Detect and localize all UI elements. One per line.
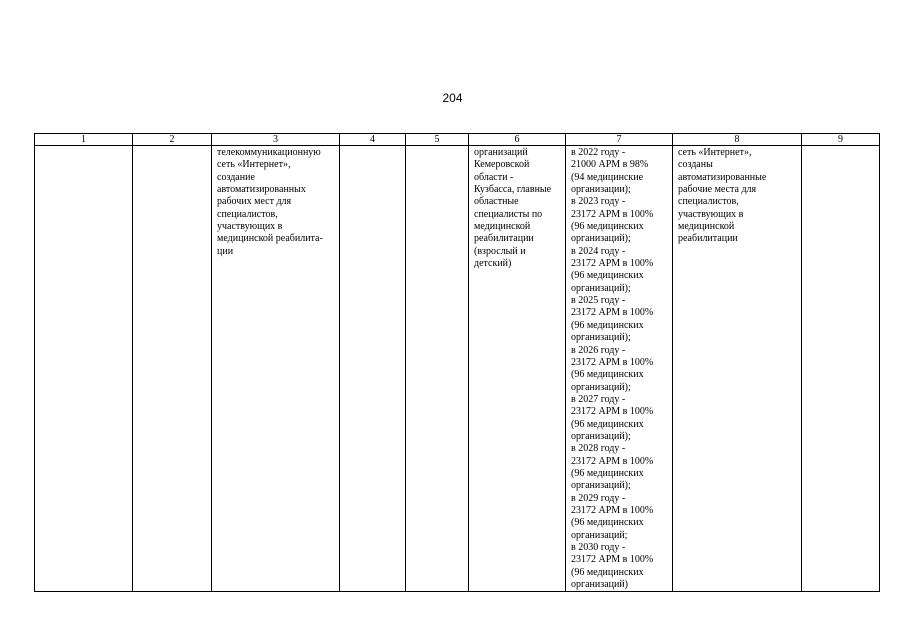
cell-text-line: 23172 АРМ в 100% (571, 504, 654, 516)
cell-text-line: (96 медицинских (571, 467, 644, 479)
cell-text-line: (96 медицинских (571, 319, 644, 331)
cell-text-line: реабилитации (474, 233, 534, 245)
cell-text-line: (96 медицинских (571, 270, 644, 282)
cell-col-3 (212, 146, 340, 592)
cell-text-line: в 2028 году - (571, 443, 626, 455)
cell-text-line: организаций); (571, 332, 631, 344)
cell-text-line: создание (217, 171, 255, 183)
cell-text-line: организаций); (571, 430, 631, 442)
cell-text-line: (96 медицинских (571, 418, 644, 430)
cell-text-line: реабилитации (678, 233, 738, 245)
cell-col-4 (340, 146, 406, 592)
cell-text-line: в 2025 году - (571, 295, 626, 307)
cell-text-line: (94 медицинские (571, 171, 644, 183)
cell-text-line: в 2029 году - (571, 492, 626, 504)
cell-text-line: созданы (678, 159, 713, 171)
cell-text-line: 23172 АРМ в 100% (571, 455, 654, 467)
cell-text-line: (взрослый и (474, 245, 526, 257)
cell-col-6 (469, 146, 566, 592)
cell-text-line: в 2030 году - (571, 542, 626, 553)
cell-text-line: Кузбасса, главные (474, 184, 552, 196)
cell-text-line: организаций (474, 147, 528, 158)
cell-text-line: в 2026 году - (571, 344, 626, 356)
table-row (35, 146, 880, 592)
cell-text-line: организаций); (571, 282, 631, 294)
cell-text-line: организаций); (571, 233, 631, 245)
column-header-3: 3 (212, 134, 340, 146)
column-header-6: 6 (469, 134, 566, 146)
cell-text-line: специалистов, (678, 196, 739, 208)
data-table (34, 133, 880, 592)
cell-text-line: телекоммуникационную (217, 147, 321, 158)
cell-text-line: (96 медицинских (571, 566, 644, 578)
cell-text-line: рабочие места для (678, 184, 757, 196)
cell-text-line: (96 медицинских (571, 221, 644, 233)
cell-text-line: автоматизированных (217, 184, 306, 196)
cell-text-line: участвующих в (678, 208, 744, 220)
cell-col-2 (133, 146, 212, 592)
cell-text-line: ции (217, 245, 234, 257)
cell-text-line: медицинской (474, 221, 531, 233)
cell-text-line: 23172 АРМ в 100% (571, 554, 654, 566)
cell-text-line: областные (474, 196, 519, 208)
cell-text-line: 21000 АРМ в 98% (571, 159, 649, 171)
column-header-7: 7 (566, 134, 673, 146)
cell-text-line: автоматизированные (678, 171, 767, 183)
column-header-4: 4 (340, 134, 406, 146)
cell-col-9 (802, 146, 880, 592)
cell-col-5 (406, 146, 469, 592)
cell-text-line: 23172 АРМ в 100% (571, 307, 654, 319)
cell-text-line: специалистов, (217, 208, 278, 220)
column-header-1: 1 (35, 134, 133, 146)
cell-text-line: области - (474, 171, 514, 183)
cell-text-line: детский) (474, 258, 512, 270)
cell-col-7 (566, 146, 673, 592)
column-header-9: 9 (802, 134, 880, 146)
cell-text-line: в 2024 году - (571, 245, 626, 257)
cell-text-line: в 2023 году - (571, 196, 626, 208)
cell-text-line: специалисты по (474, 208, 543, 220)
cell-text-line: в 2022 году - (571, 147, 626, 158)
cell-text-line: Кемеровской (474, 159, 530, 171)
cell-text-line: сеть «Интернет», (217, 159, 291, 171)
column-header-5: 5 (406, 134, 469, 146)
cell-text-line: 23172 АРМ в 100% (571, 208, 654, 220)
cell-text-line: (96 медицинских (571, 517, 644, 529)
column-header-2: 2 (133, 134, 212, 146)
cell-text-line: (96 медицинских (571, 369, 644, 381)
cell-col-1 (35, 146, 133, 592)
cell-text-line: сеть «Интернет», (678, 147, 752, 158)
cell-text-line: организаций; (571, 529, 628, 541)
cell-text-line: организации); (571, 184, 631, 196)
cell-text-line: медицинской реабилита- (217, 233, 323, 245)
cell-text-line: организаций); (571, 480, 631, 492)
cell-text-line: 23172 АРМ в 100% (571, 356, 654, 368)
cell-text-line: медицинской (678, 221, 735, 233)
cell-text-line: рабочих мест для (217, 196, 292, 208)
cell-col-8 (673, 146, 802, 592)
cell-text-line: в 2027 году - (571, 393, 626, 405)
cell-text-line: организаций); (571, 381, 631, 393)
cell-text-line: 23172 АРМ в 100% (571, 258, 654, 270)
cell-text-line: участвующих в (217, 221, 283, 233)
cell-text-line: организаций) (571, 579, 629, 591)
header-row (35, 134, 880, 146)
column-header-8: 8 (673, 134, 802, 146)
cell-text-line: 23172 АРМ в 100% (571, 406, 654, 418)
page-number: 204 (442, 91, 463, 105)
